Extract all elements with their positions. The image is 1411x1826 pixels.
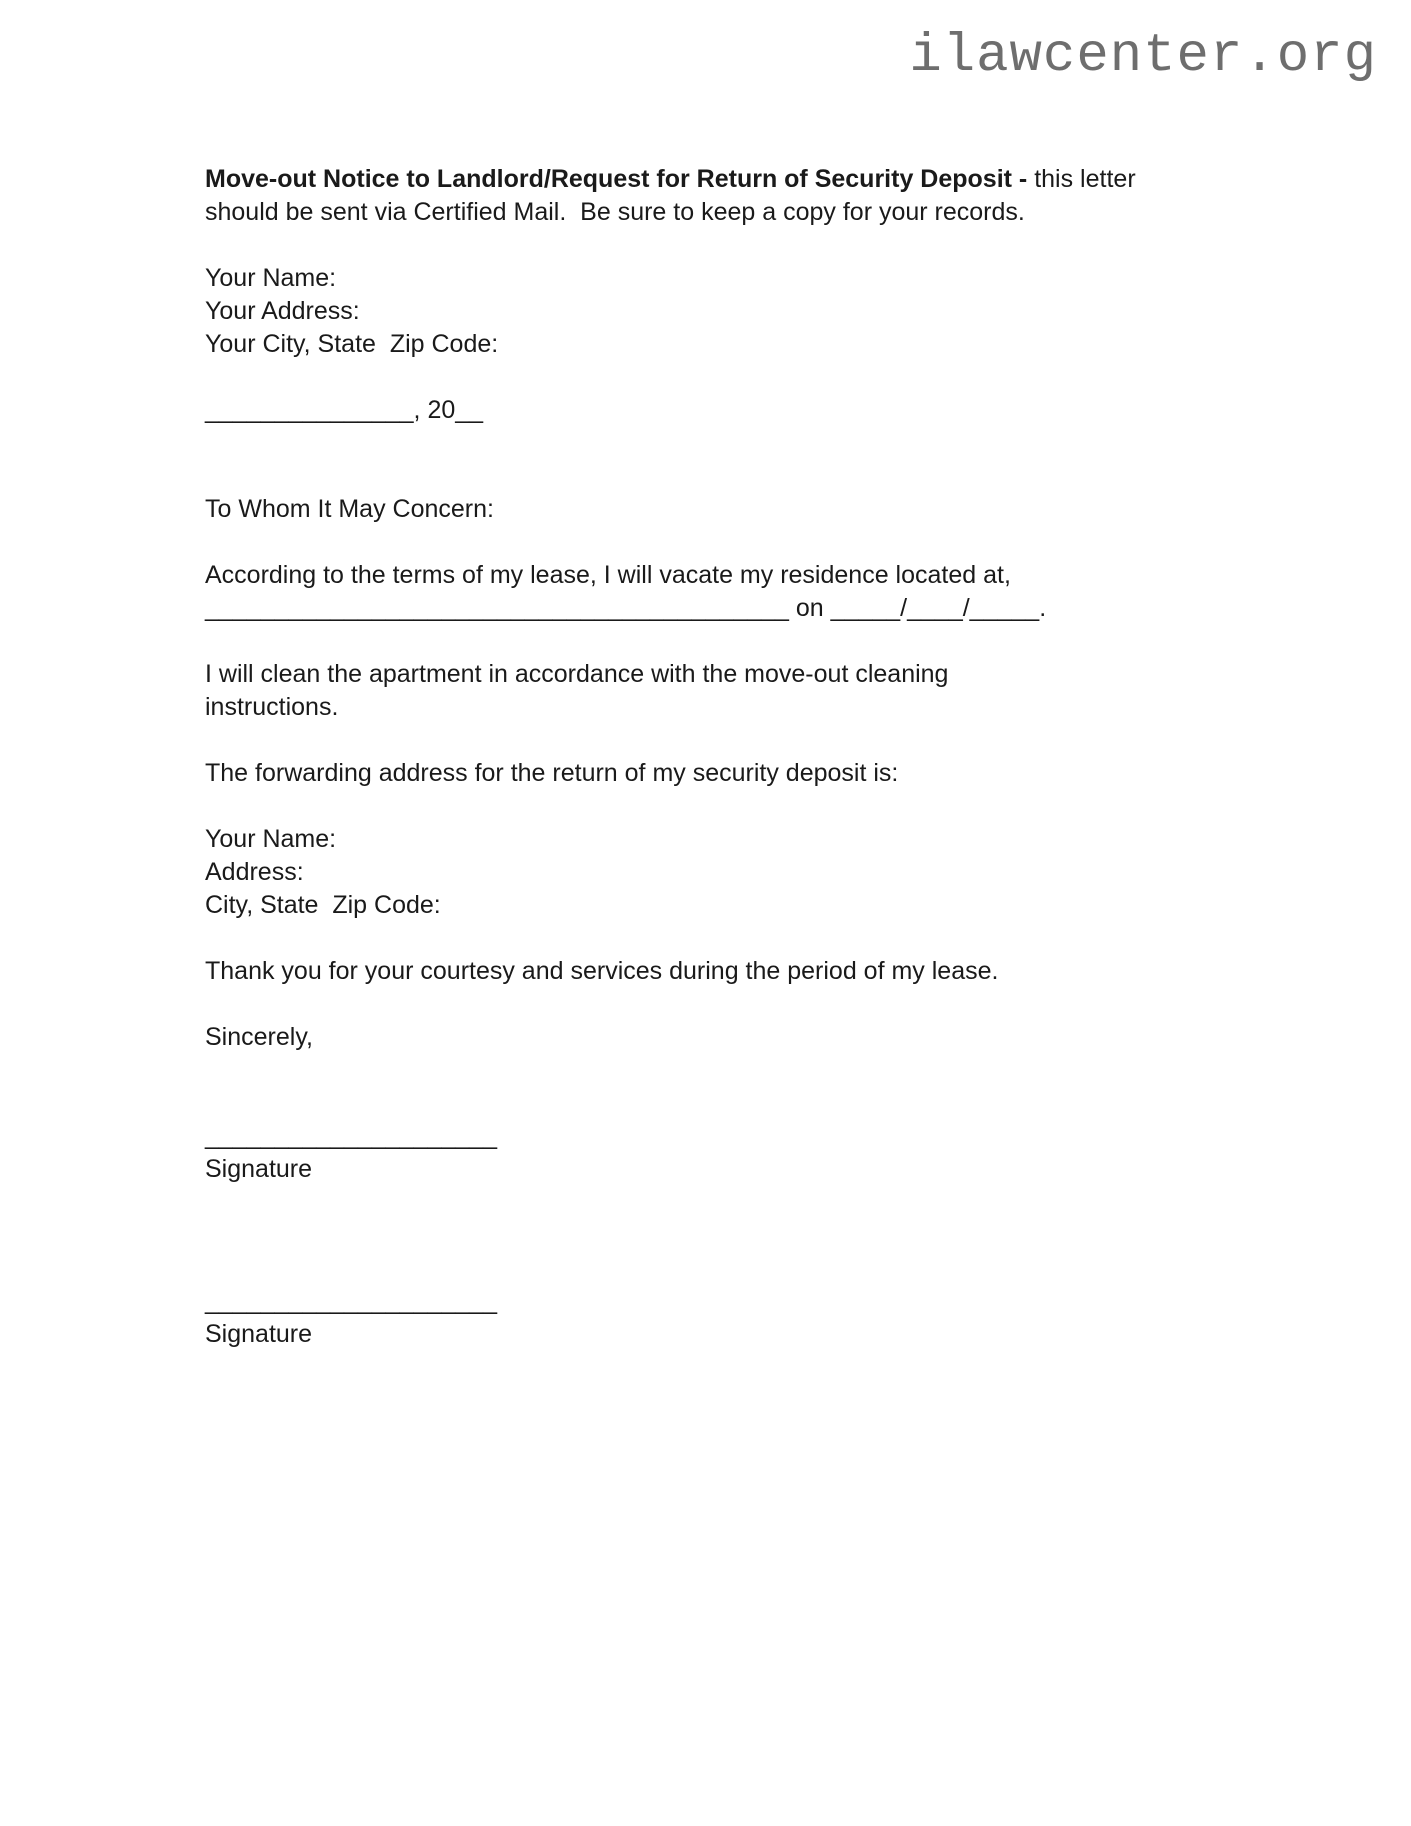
line-spacer: [205, 1054, 1285, 1120]
line-spacer: [205, 625, 1285, 658]
line-spacer: [205, 229, 1285, 262]
line-spacer: [205, 361, 1285, 394]
sender-name-label: Your Name:: [205, 264, 337, 292]
signature-line-1: _____________________: [205, 1122, 497, 1150]
line-spacer: [205, 724, 1285, 757]
line-spacer: [205, 988, 1285, 1021]
line-spacer: [205, 427, 1285, 493]
line-spacer: [205, 790, 1285, 823]
forwarding-name-label: Your Name:: [205, 825, 337, 853]
forwarding-address-label: Address:: [205, 858, 304, 886]
site-logo: ilawcenter.org: [909, 26, 1377, 87]
vacate-line-1: According to the terms of my lease, I will vacate my residence located at,: [205, 561, 1011, 589]
line-spacer: [205, 1186, 1285, 1285]
title-line-2: should be sent via Certified Mail. Be sure to keep a copy for your records.: [205, 198, 1025, 226]
sender-address-label: Your Address:: [205, 297, 360, 325]
forwarding-intro: The forwarding address for the return of my security deposit is:: [205, 759, 899, 787]
title-bold-text: Move-out Notice to Landlord/Request for Return of Security Deposit -: [205, 165, 1028, 193]
forwarding-city-label: City, State Zip Code:: [205, 891, 441, 919]
salutation: To Whom It May Concern:: [205, 495, 494, 523]
clean-line-1: I will clean the apartment in accordance with the move-out cleaning: [205, 660, 949, 688]
title-rest-text: this letter: [1027, 165, 1136, 193]
signature-label-1: Signature: [205, 1155, 313, 1183]
clean-line-2: instructions.: [205, 693, 339, 721]
signature-line-2: _____________________: [205, 1287, 497, 1315]
thanks-line: Thank you for your courtesy and services during the period of my lease.: [205, 957, 999, 985]
sender-city-label: Your City, State Zip Code:: [205, 330, 499, 358]
line-spacer: [205, 922, 1285, 955]
closing-line: Sincerely,: [205, 1023, 313, 1051]
title-line-1: [205, 163, 1285, 196]
letter-body: [205, 163, 1285, 1351]
date-blank-line: _______________, 20__: [205, 396, 484, 424]
signature-label-2: Signature: [205, 1320, 313, 1348]
line-spacer: [205, 526, 1285, 559]
vacate-blank-line: __________________________________________ on _____/____/_____.: [205, 594, 1047, 622]
